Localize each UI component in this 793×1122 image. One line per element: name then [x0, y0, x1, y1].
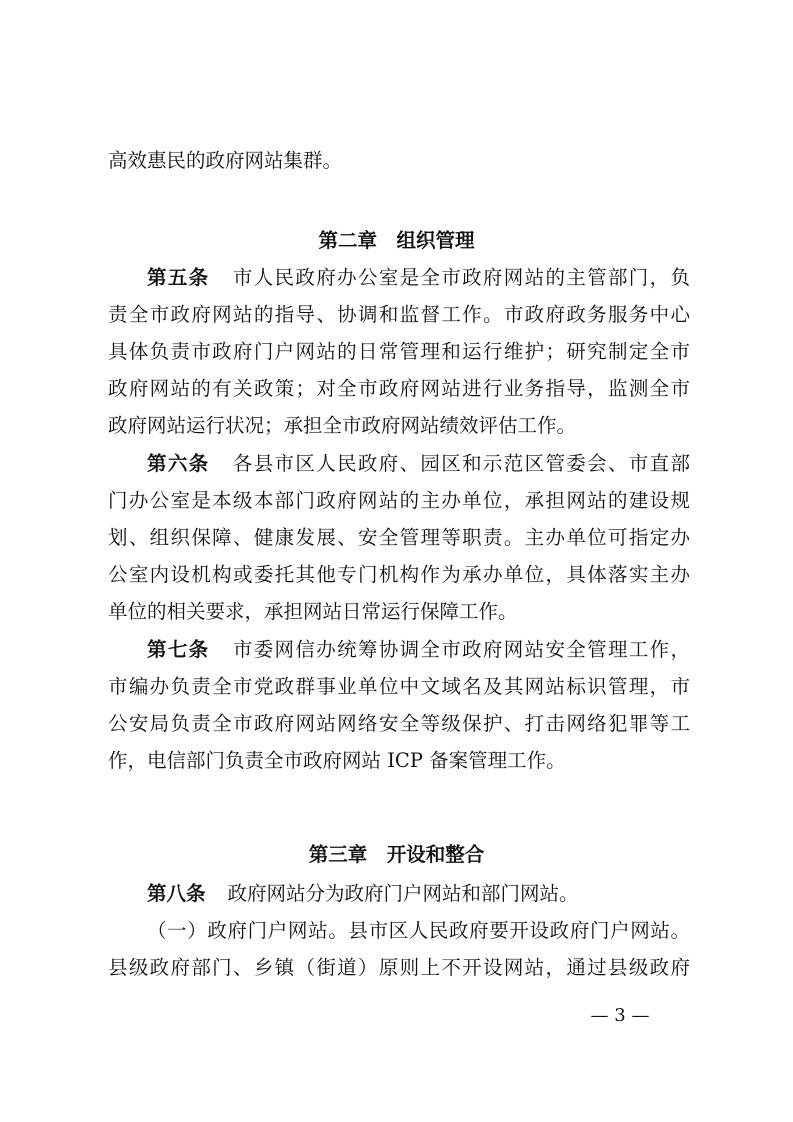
- article-7-line: 公安局负责全市政府网站网络安全等级保护、打击网络犯罪等工: [108, 712, 690, 735]
- article-6-text: 各县市区人民政府、园区和示范区管委会、市直部: [231, 452, 690, 475]
- article-5-line: 政府网站的有关政策；对全市政府网站进行业务指导，监测全市: [108, 377, 690, 400]
- article-7-first-line: [147, 635, 690, 665]
- article-6-line: 划、组织保障、健康发展、安全管理等职责。主办单位可指定办: [108, 526, 690, 549]
- paragraph-line: （一）政府门户网站。县市区人民政府要开设政府门户网站。: [147, 919, 690, 942]
- article-8-label: 第八条: [147, 882, 206, 905]
- article-7-line: 市编办负责全市党政群事业单位中文域名及其网站标识管理，市: [108, 675, 690, 698]
- article-6-line: 单位的相关要求，承担网站日常运行保障工作。: [108, 600, 518, 623]
- article-7-label: 第七条: [147, 638, 210, 661]
- article-7-line: 作，电信部门负责全市政府网站 ICP 备案管理工作。: [108, 749, 566, 772]
- article-5-label: 第五条: [147, 266, 210, 289]
- article-6-line: 公室内设机构或委托其他专门机构作为承办单位，具体落实主办: [108, 563, 690, 586]
- article-5-text: 市人民政府办公室是全市政府网站的主管部门，负: [231, 266, 690, 289]
- article-8-text: 政府网站分为政府门户网站和部门网站。: [227, 882, 579, 905]
- article-7-text: 市委网信办统筹协调全市政府网站安全管理工作，: [231, 638, 690, 661]
- article-5-line: 政府网站运行状况；承担全市政府网站绩效评估工作。: [108, 414, 577, 437]
- paragraph-line: 县级政府部门、乡镇（街道）原则上不开设网站，通过县级政府: [108, 956, 690, 979]
- article-5-line: 具体负责市政府门户网站的日常管理和运行维护；研究制定全市: [108, 340, 690, 363]
- article-6-label: 第六条: [147, 452, 210, 475]
- article-6-first-line: [147, 449, 690, 479]
- chapter-3-heading: 第三章 开设和整合: [308, 843, 485, 866]
- article-6-line: 门办公室是本级本部门政府网站的主办单位，承担网站的建设规: [108, 489, 690, 512]
- page-number: — 3 —: [590, 1005, 650, 1026]
- chapter-2-heading: 第二章 组织管理: [318, 229, 475, 252]
- article-5-line: 责全市政府网站的指导、协调和监督工作。市政府政务服务中心: [108, 303, 690, 326]
- lead-text: 高效惠民的政府网站集群。: [108, 149, 343, 172]
- article-5-first-line: [147, 263, 690, 293]
- article-8-first-line: [147, 879, 690, 909]
